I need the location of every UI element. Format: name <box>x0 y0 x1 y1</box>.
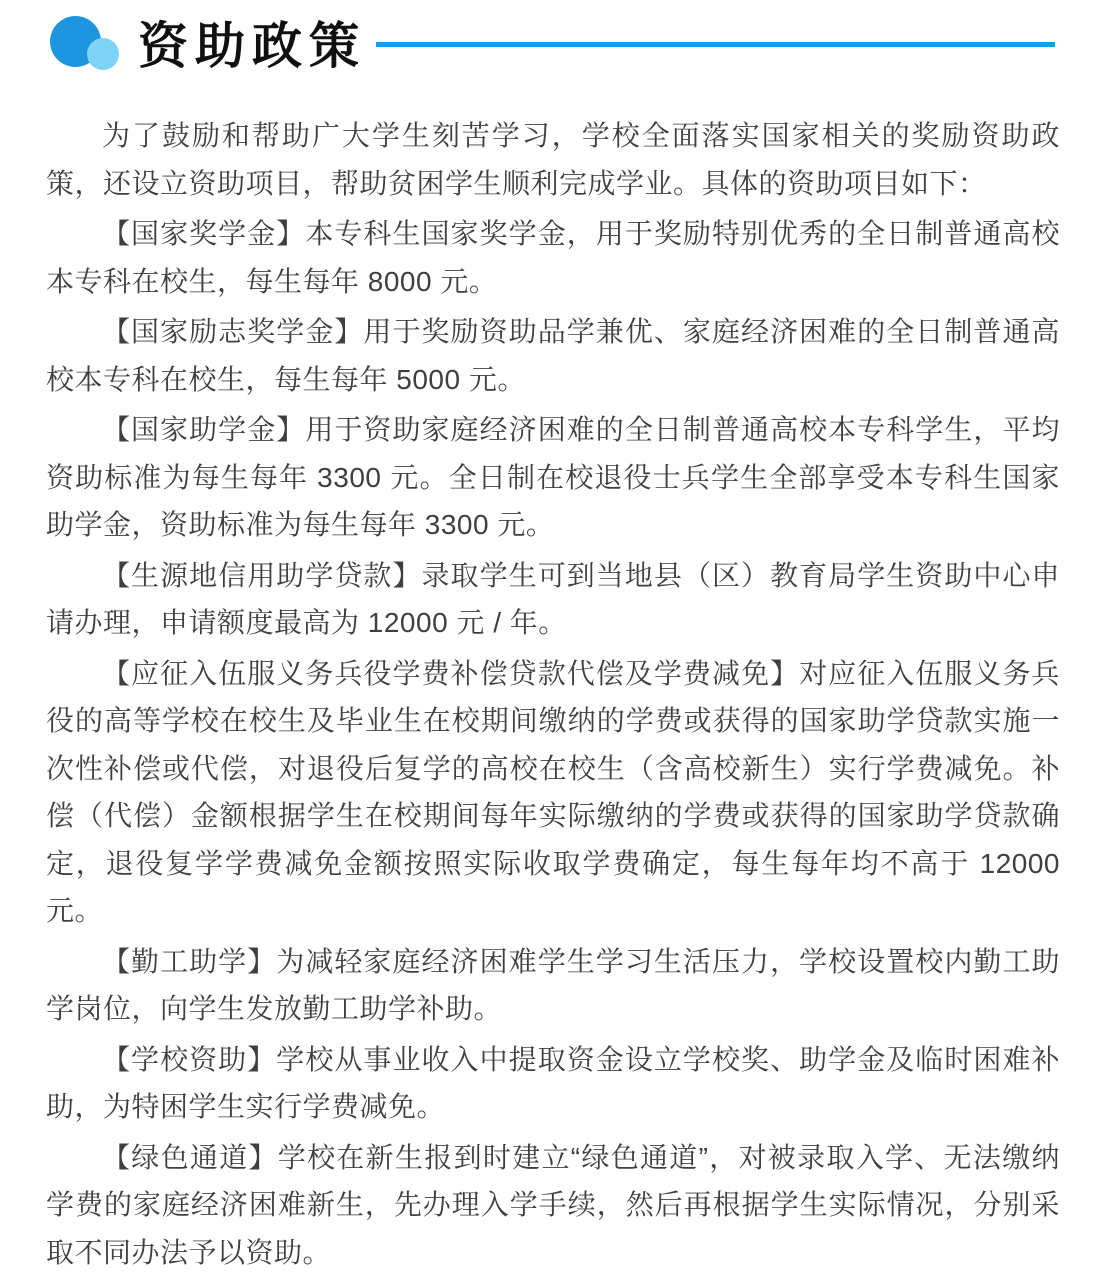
paragraph-intro: 为了鼓励和帮助广大学生刻苦学习，学校全面落实国家相关的奖励资助政策，还设立资助项目，帮助贫困学生顺利完成学业。具体的资助项目如下： <box>46 120 1060 199</box>
paragraph-green-channel: 【绿色通道】学校在新生报到时建立“绿色通道”，对被录取入学、无法缴纳学费的家庭经济困难新生，先办理入学手续，然后再根据学生实际情况，分别采取不同办法予以资助。 <box>46 1141 1060 1268</box>
paragraph-student-origin-credit-loan: 【生源地信用助学贷款】录取学生可到当地县（区）教育局学生资助中心申请办理，申请额度最高为 12000 元 / 年。 <box>46 559 1060 638</box>
title-divider-line <box>376 42 1055 47</box>
paragraph-national-encouragement-scholarship: 【国家励志奖学金】用于奖励资助品学兼优、家庭经济困难的全日制普通高校本专科在校生，每生每年 5000 元。 <box>46 316 1060 395</box>
paragraph-national-scholarship: 【国家奖学金】本专科生国家奖学金，用于奖励特别优秀的全日制普通高校本专科在校生，每生每年 8000 元。 <box>46 218 1060 297</box>
policy-body <box>46 112 1060 1279</box>
paragraph-national-grant: 【国家助学金】用于资助家庭经济困难的全日制普通高校本专科学生，平均资助标准为每生每年 3300 元。全日制在校退役士兵学生全部享受本专科生国家助学金，资助标准为每生每年 3300 元。 <box>46 414 1060 540</box>
page-title: 资助政策 <box>138 18 366 74</box>
two-circles-icon <box>50 16 122 72</box>
paragraph-military-service-tuition-compensation: 【应征入伍服义务兵役学费补偿贷款代偿及学费减免】对应征入伍服义务兵役的高等学校在校生及毕业生在校期间缴纳的学费或获得的国家助学贷款实施一次性补偿或代偿，对退役后复学的高校在校生（含高校新生）实行学费减免。补偿（代偿）金额根据学生在校期间每年实际缴纳的学费或获得的国家助学贷款确定，退役复学学费减免金额按照实际收取学费确定，每生每年均不高于 12000 元。 <box>46 657 1060 926</box>
small-circle-icon <box>87 38 119 70</box>
section-header <box>0 0 1102 104</box>
paragraph-work-study: 【勤工助学】为减轻家庭经济困难学生学习生活压力，学校设置校内勤工助学岗位，向学生发放勤工助学补助。 <box>46 945 1060 1024</box>
paragraph-school-aid: 【学校资助】学校从事业收入中提取资金设立学校奖、助学金及临时困难补助，为特困学生实行学费减免。 <box>46 1043 1060 1122</box>
